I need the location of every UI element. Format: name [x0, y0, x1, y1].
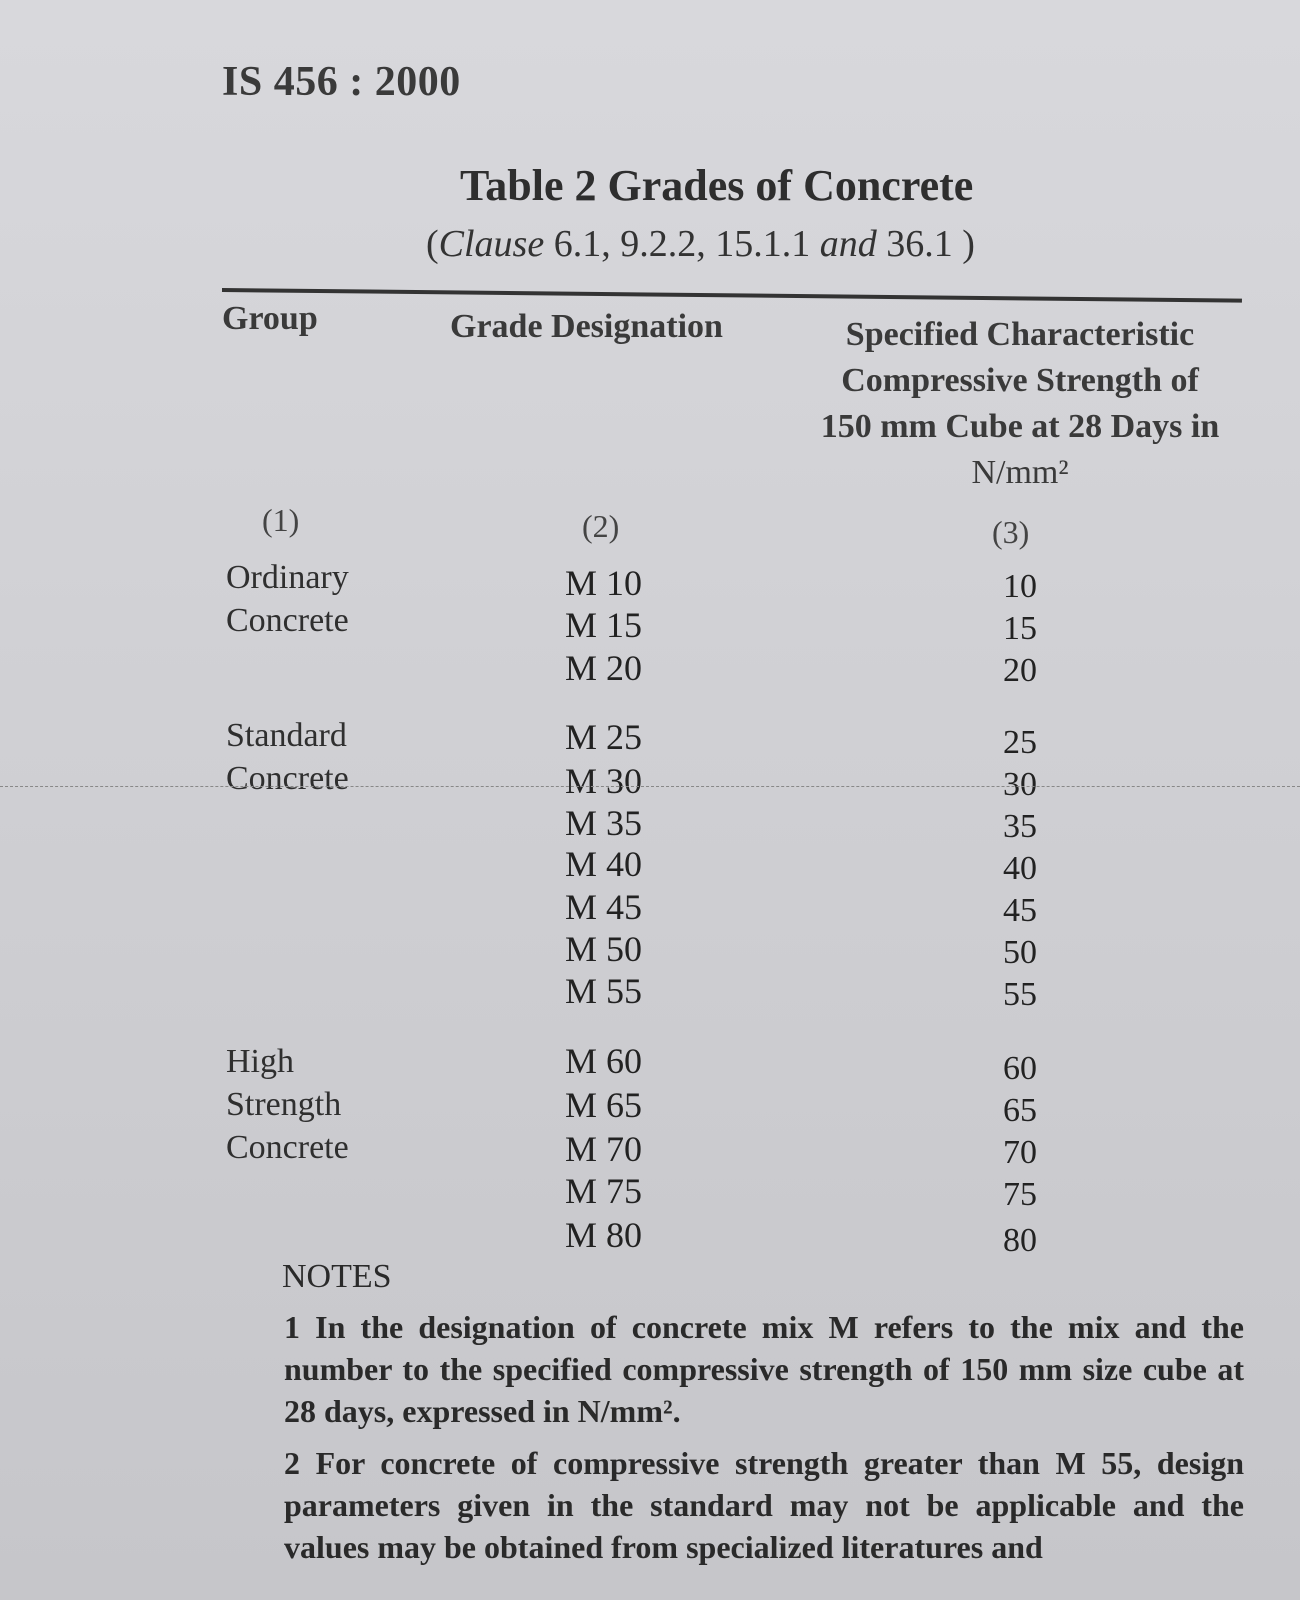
table-clause-reference: (Clause 6.1, 9.2.2, 15.1.1 and 36.1 ) — [426, 223, 975, 265]
strength-cell: 35 — [1003, 808, 1037, 845]
strength-cell: 10 — [1003, 568, 1037, 605]
grade-cell: M 15 — [565, 605, 643, 645]
strength-cell: 75 — [1003, 1176, 1037, 1213]
note-2: 2 For concrete of compressive strength greater than M 55, design parameters given in the standard may not be applicable and the values may be obtained from specialized literatures and — [284, 1445, 1244, 1565]
column-number-3: (3) — [992, 514, 1030, 550]
grade-cell: M 65 — [565, 1085, 643, 1125]
grade-cell: M 40 — [565, 844, 643, 884]
group-label-line: Standard — [226, 717, 347, 754]
strength-cell: 15 — [1003, 610, 1037, 647]
note-1: 1 In the designation of concrete mix M refers to the mix and the number to the specified compressive strength of 150 mm size cube at 28 days, expressed in N/mm². — [284, 1309, 1244, 1429]
grade-cell: M 75 — [565, 1171, 643, 1211]
strength-cell: 45 — [1003, 892, 1037, 929]
strength-cell: 30 — [1003, 766, 1037, 803]
table-title: Table 2 Grades of Concrete — [460, 161, 974, 210]
strength-cell: 20 — [1003, 652, 1037, 689]
strength-cell: 55 — [1003, 976, 1037, 1013]
strength-cell: 50 — [1003, 934, 1037, 971]
strength-cell: 65 — [1003, 1092, 1037, 1129]
group-label-line: Concrete — [226, 1129, 349, 1166]
page-fold-line — [0, 786, 1300, 788]
group-label-line: Strength — [226, 1086, 342, 1123]
strength-cell: 25 — [1003, 724, 1037, 761]
grade-cell: M 50 — [565, 929, 643, 969]
strength-cell: 60 — [1003, 1050, 1037, 1087]
standard-number: IS 456 : 2000 — [222, 59, 461, 105]
strength-header-line-2: Compressive Strength of — [841, 362, 1199, 399]
group-label-line: High — [226, 1043, 294, 1080]
grade-cell: M 35 — [565, 803, 643, 843]
strength-header-line-1: Specified Characteristic — [845, 316, 1195, 353]
grade-cell: M 80 — [565, 1215, 643, 1255]
column-header-strength — [780, 312, 1260, 496]
strength-cell: 40 — [1003, 850, 1037, 887]
column-header-group: Group — [222, 300, 318, 337]
group-label-line: Ordinary — [226, 559, 349, 596]
strength-cell: 80 — [1003, 1222, 1037, 1259]
group-label — [226, 556, 349, 642]
group-label — [226, 1040, 349, 1169]
grade-cell: M 70 — [565, 1129, 643, 1169]
group-label-line: Concrete — [226, 602, 349, 639]
strength-header-line-3: 150 mm Cube at 28 Days in — [820, 408, 1220, 445]
grade-cell: M 60 — [565, 1041, 643, 1081]
grade-cell: M 45 — [565, 887, 643, 927]
grade-cell: M 55 — [565, 971, 643, 1011]
column-header-grade: Grade Designation — [450, 308, 723, 345]
grade-cell: M 20 — [565, 648, 643, 688]
grade-cell: M 30 — [565, 761, 643, 801]
table-top-rule — [222, 288, 1242, 303]
notes-heading: NOTES — [282, 1258, 392, 1295]
column-number-1: (1) — [262, 502, 300, 538]
group-label-line: Concrete — [226, 760, 349, 797]
grade-cell: M 10 — [565, 563, 643, 603]
strength-header-unit: N/mm² — [971, 454, 1069, 491]
grade-cell: M 25 — [565, 717, 643, 757]
column-number-2: (2) — [582, 508, 620, 544]
strength-cell: 70 — [1003, 1134, 1037, 1171]
